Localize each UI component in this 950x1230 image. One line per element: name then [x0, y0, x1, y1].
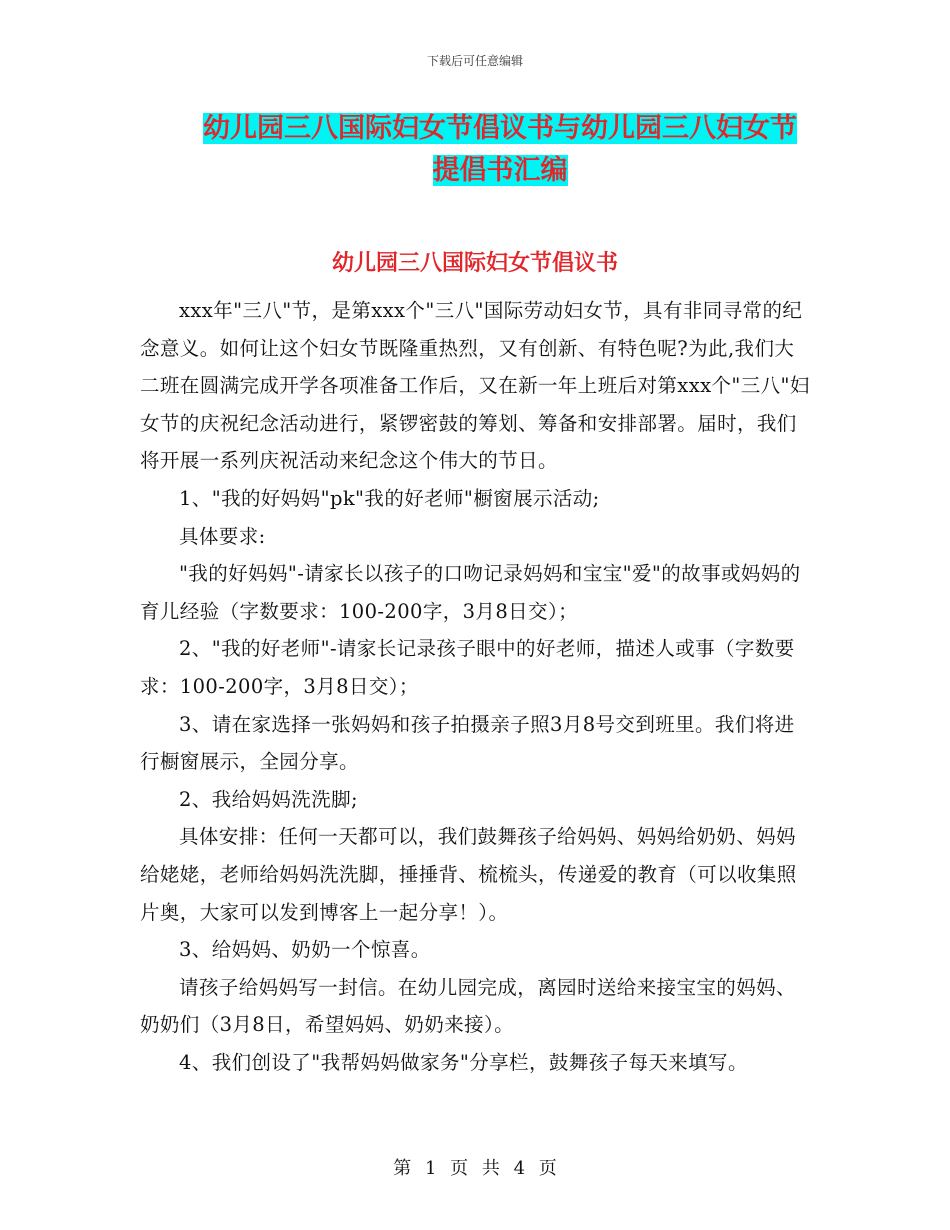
paragraph: 具体安排：任何一天都可以，我们鼓舞孩子给妈妈、妈妈给奶奶、妈妈给姥姥，老师给妈妈洗洗脚，捶捶背、梳梳头，传递爱的教育（可以收集照片奥，大家可以发到博客上一起分享！）。 [140, 825, 797, 924]
paragraph: 具体要求: [179, 524, 266, 548]
body-text [140, 292, 812, 1081]
page-footer: 第 1 页 共 4 页 [393, 1158, 557, 1179]
paragraph: 2、我给妈妈洗洗脚; [179, 787, 358, 811]
page-header: 下载后可任意编辑 [426, 54, 523, 68]
paragraph: xxx年"三八"节，是第xxx个"三八"国际劳动妇女节，具有非同寻常的纪念意义。如何让这个妇女节既隆重热烈，又有创新、有特色呢?为此,我们大二班在圆满完成开学各项准备工作后，又在新一年上班后对第xxx个"三八"妇女节的庆祝纪念活动进行，紧锣密鼓的筹划、筹备和安排部署。届时，我们将开展一系列庆祝活动来纪念这个伟大的节日。 [140, 299, 810, 473]
section-heading: 幼儿园三八国际妇女节倡议书 [331, 251, 618, 276]
paragraph: 1、"我的好妈妈"pk"我的好老师"橱窗展示活动; [179, 486, 600, 510]
paragraph: 2、"我的好老师"-请家长记录孩子眼中的好老师，描述人或事（字数要求：100-200字，3月8日交）； [140, 637, 795, 698]
paragraph: 4、我们创设了"我帮妈妈做家务"分享栏，鼓舞孩子每天来填写。 [179, 1050, 748, 1074]
paragraph: 3、给妈妈、奶奶一个惊喜。 [179, 938, 431, 962]
paragraph: 3、请在家选择一张妈妈和孩子拍摄亲子照3月8号交到班里。我们将进行橱窗展示，全园分享。 [140, 712, 795, 774]
document-title-text: 幼儿园三八国际妇女节倡议书与幼儿园三八妇女节提倡书汇编 [203, 113, 797, 186]
paragraph: "我的好妈妈"-请家长以孩子的口吻记录妈妈和宝宝"爱"的故事或妈妈的育儿经验（字数要求：100-200字，3月8日交）； [140, 562, 801, 623]
document-title [190, 108, 810, 192]
paragraph: 请孩子给妈妈写一封信。在幼儿园完成，离园时送给来接宝宝的妈妈、奶奶们（3月8日，希望妈妈、奶奶来接）。 [140, 975, 796, 1037]
